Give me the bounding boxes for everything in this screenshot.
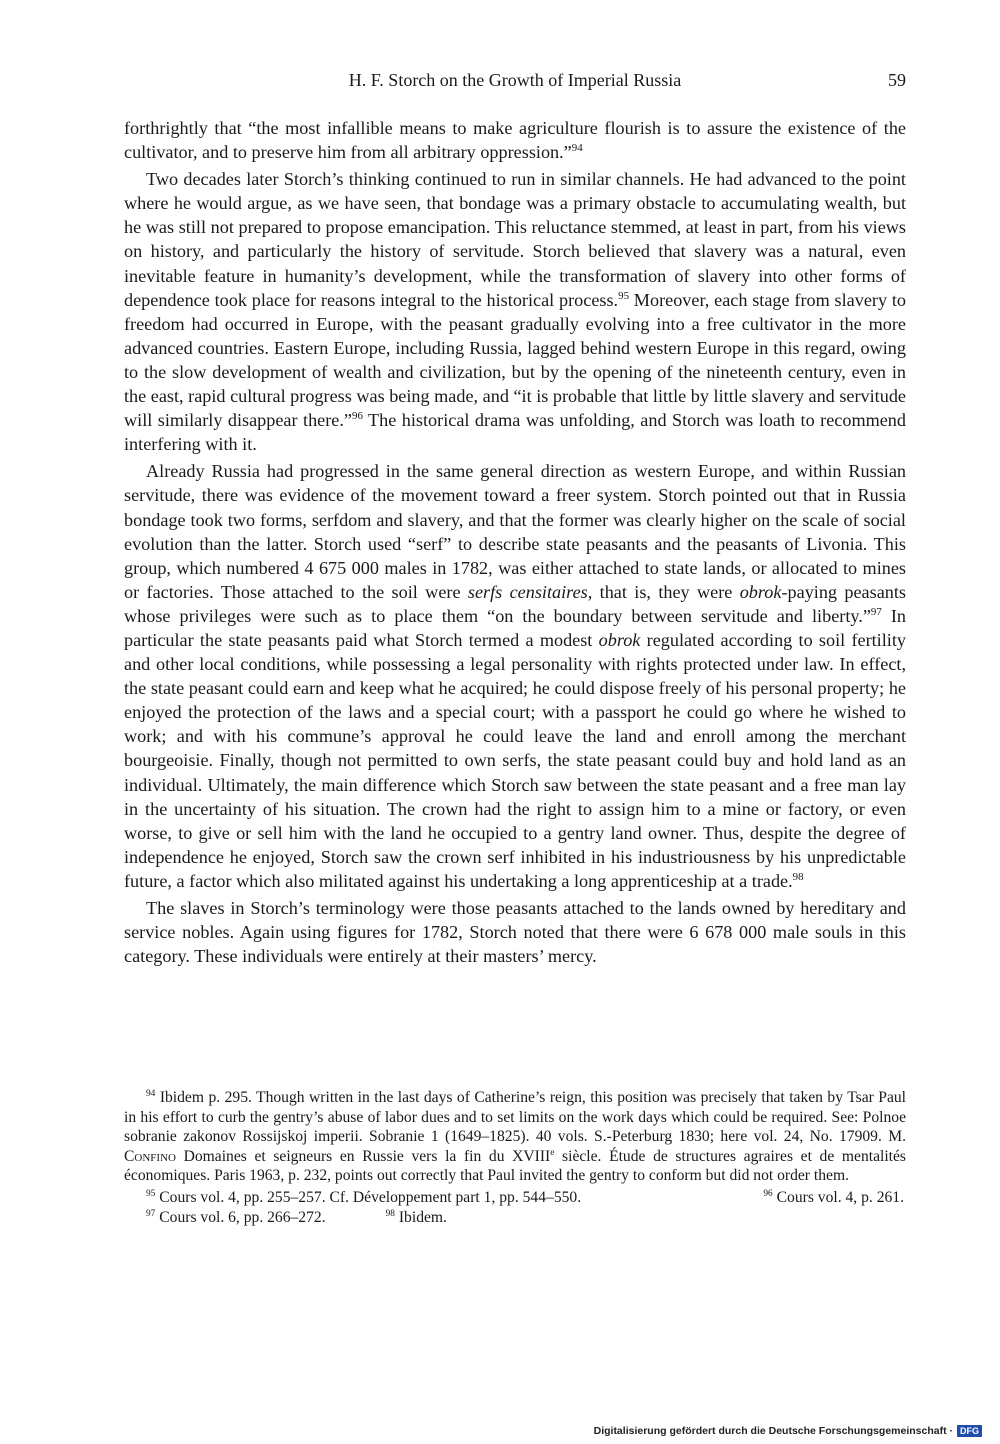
paragraph-1 bbox=[124, 116, 906, 164]
footnotes bbox=[124, 1088, 906, 1227]
footnote-number: 97 bbox=[146, 1208, 156, 1219]
footnote-text: Cours vol. 4, pp. 255–257. Cf. Développement part 1, pp. 544–550. bbox=[155, 1188, 582, 1206]
footnote-ref-95[interactable]: 95 bbox=[618, 289, 630, 302]
footnote-text: Cours vol. 6, pp. 266–272. bbox=[155, 1208, 326, 1226]
paragraph-2 bbox=[124, 167, 906, 456]
paragraph-text: The historical drama was unfolding, and Storch was loath to recommend interfering with it. bbox=[124, 410, 906, 455]
paragraph-text: The slaves in Storch’s terminology were those peasants attached to the lands owned by hereditary and service nobles. Again using figures for 1782, Storch noted that there were 6 678 000 male souls in this category. These individuals were entirely at their masters’ mercy. bbox=[124, 898, 906, 967]
footnote-number: 94 bbox=[146, 1088, 156, 1099]
footnote-98 bbox=[386, 1208, 447, 1228]
italic-term: serfs censitaires, bbox=[467, 581, 593, 602]
footnote-ref-97[interactable]: 97 bbox=[870, 605, 882, 618]
footnote-author: Confino bbox=[124, 1147, 176, 1165]
paragraph-text: Already Russia had progressed in the same general direction as western Europe, and within Russian servitude, there was evidence of the movement toward a freer system. Storch pointed out that in Russia bondage took two forms, serfdom and slavery, and that the former was clearly higher on the scale of social evolution than the latter. Storch used “serf” to describe state peasants and the peasants of Livonia. This group, which numbered 4 675 000 males in 1782, was either attached to state lands, or allocated to mines or factories. Those attached to the soil were bbox=[124, 461, 906, 602]
italic-term: obrok bbox=[598, 629, 641, 650]
footnote-96 bbox=[763, 1188, 906, 1208]
footnote-94 bbox=[124, 1088, 906, 1186]
paragraph-text: -paying peasants whose privileges were such as to place them “on the boundary between servitude and liberty.” bbox=[124, 581, 907, 626]
paragraph-text: Moreover, each stage from slavery to freedom had occurred in Europe, with the peasant gradually evolving into a free cultivator in the more advanced countries. Eastern Europe, including Russia, lagged behind western Europe in this regard, owing to the slow development of wealth and civilization, but by the opening of the nineteenth century, even in the east, rapid cultural progress was being made, and “it is probable that little by little slavery and servitude will similarly disappear there.” bbox=[124, 289, 907, 431]
paragraph-text: regulated according to soil fertility and other local conditions, while possessing a legal personality with rights protected under law. In effect, the state peasant could earn and keep what he acquired; he could dispose freely of his personal property; he enjoyed the protection of the laws and a special court; with a passport he could go where he wished to work; and with his commune’s approval he could leave the land and enroll among the merchant bourgeoisie. Finally, though not permitted to own serfs, the state peasant could buy and hold land as an individual. Ultimately, the main difference which Storch saw between the state peasant and a free man lay in the uncertainty of his situation. The crown had the right to assign him to a mine or factory, or even worse, to give or sell him with the land he occupied to a gentry land owner. Thus, despite the degree of independence he enjoyed, Storch saw the crown serf inhibited in his industriousness by his unpredictable future, a factor which also militated against his undertaking a long apprenticeship at a trade. bbox=[124, 629, 906, 891]
body-text bbox=[124, 116, 906, 971]
footnote-95 bbox=[146, 1188, 581, 1208]
footnote-row-97-98 bbox=[124, 1208, 906, 1228]
running-title: H. F. Storch on the Growth of Imperial Russia bbox=[348, 70, 682, 90]
digitization-credit bbox=[594, 1425, 982, 1437]
footnote-text: Cours vol. 4, p. 261. bbox=[772, 1188, 904, 1206]
footnote-number: 98 bbox=[385, 1208, 395, 1219]
paragraph-text: Two decades later Storch’s thinking continued to run in similar channels. He had advanced to the point where he would argue, as we have seen, that bondage was a primary obstacle to accumulating wealth, but he was still not prepared to propose emancipation. This reluctance stemmed, at least in part, from his views on history, and particularly the history of servitude. Storch believed that slavery was a natural, even inevitable feature in humanity’s development, while the transformation of slavery into other forms of dependence took place for reasons integral to the historical process. bbox=[124, 169, 906, 310]
paragraph-text: In particular the state peasants paid what Storch termed a modest bbox=[124, 605, 906, 650]
footnote-ref-96[interactable]: 96 bbox=[352, 410, 363, 423]
footnote-text: Ibidem p. 295. Though written in the last days of Catherine’s reign, this position was precisely that taken by Tsar Paul in his effort to curb the gentry’s abuse of labor dues and to set limits on the work days which could be required. See: Polnoe sobranie zakonov Rossijskoj imperii. Sobranie 1 (1649–1825). 40 vols. S.-Peterburg 1830; here vol. 24, No. 17909. M. bbox=[124, 1089, 906, 1146]
dfg-logo-icon: DFG bbox=[957, 1425, 982, 1437]
page-number: 59 bbox=[888, 70, 906, 90]
footnote-number: 96 bbox=[763, 1188, 773, 1199]
footnote-superscript: e bbox=[550, 1147, 555, 1158]
footnote-text: siècle. Étude de structures agraires et de mentalités économiques. Paris 1963, p. 232, points out correctly that Paul invited the gentry to conform but did not order them. bbox=[124, 1147, 906, 1185]
footnote-text: Ibidem. bbox=[394, 1208, 447, 1226]
footnote-text: Domaines et seigneurs en Russie vers la fin du XVIII bbox=[175, 1147, 551, 1165]
paragraph-text: forthrightly that “the most infallible means to make agriculture flourish is to assure the existence of the cultivator, and to preserve him from all arbitrary oppression.” bbox=[124, 118, 906, 163]
footnote-ref-94[interactable]: 94 bbox=[571, 142, 583, 155]
paragraph-text: that is, they were bbox=[592, 581, 740, 602]
footnote-ref-98[interactable]: 98 bbox=[792, 870, 804, 883]
paragraph-3 bbox=[124, 459, 906, 893]
italic-term: obrok bbox=[739, 581, 782, 602]
footnote-number: 95 bbox=[146, 1188, 156, 1199]
footnote-row-95-96 bbox=[124, 1188, 906, 1208]
paragraph-4 bbox=[124, 896, 906, 968]
footnote-97 bbox=[146, 1208, 326, 1228]
credit-text: Digitalisierung gefördert durch die Deutsche Forschungsgemeinschaft · bbox=[593, 1425, 953, 1437]
